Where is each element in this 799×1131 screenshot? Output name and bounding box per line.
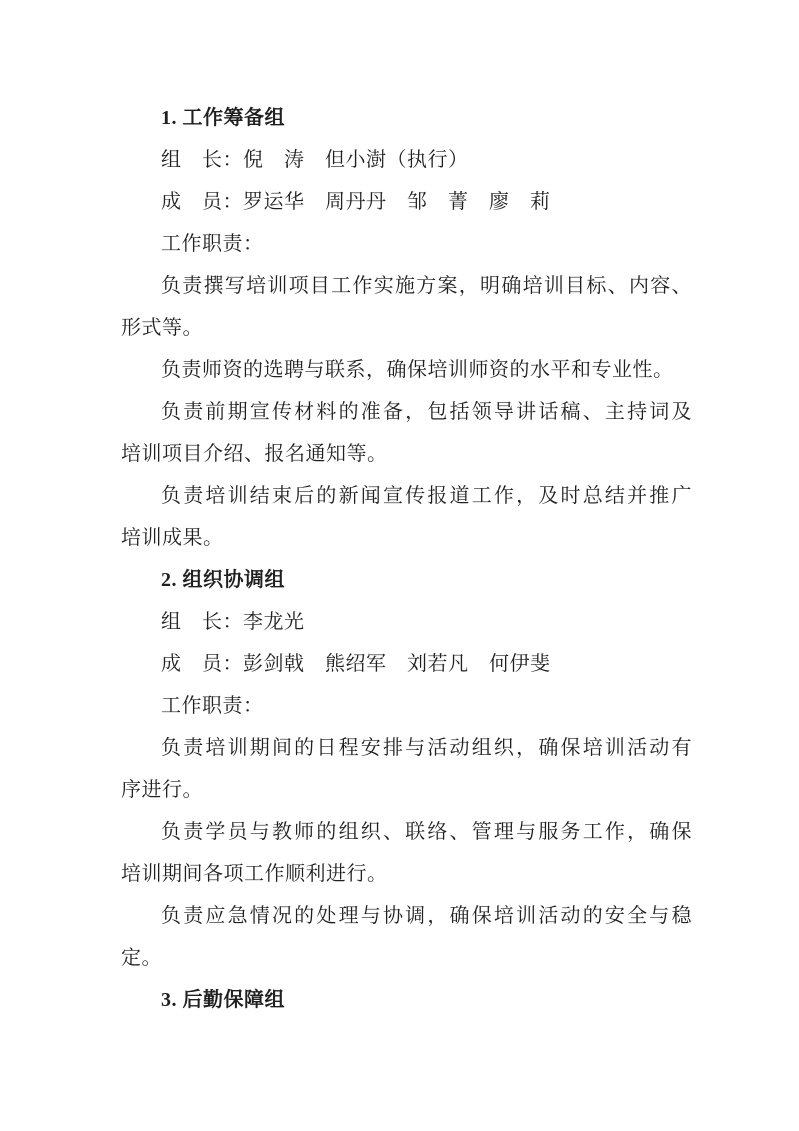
- text-line: 成 员：彭剑戟 熊绍军 刘若凡 何伊斐: [161, 653, 551, 675]
- text-line: 2. 组织协调组: [161, 569, 285, 591]
- text-line: 培训成果。: [121, 527, 224, 549]
- duty-paragraph: [121, 475, 692, 559]
- field-line: [121, 643, 692, 685]
- duty-paragraph: [121, 349, 692, 391]
- text-line: 负责应急情况的处理与协调，确保培训活动的安全与稳: [161, 905, 692, 927]
- section-heading: [121, 559, 692, 601]
- text-line: 1. 工作筹备组: [161, 107, 285, 129]
- text-line: 序进行。: [121, 779, 203, 801]
- field-line: [121, 685, 692, 727]
- duty-paragraph: [121, 811, 692, 895]
- duty-paragraph: [121, 391, 692, 475]
- text-line: 负责培训期间的日程安排与活动组织，确保培训活动有: [161, 737, 692, 759]
- text-line: 负责师资的选聘与联系，确保培训师资的水平和专业性。: [161, 359, 674, 381]
- text-line: 工作职责：: [161, 233, 264, 255]
- field-line: [121, 181, 692, 223]
- duty-paragraph: [121, 727, 692, 811]
- text-line: 工作职责：: [161, 695, 264, 717]
- text-line: 组 长：倪 涛 但小澍（执行）: [161, 149, 469, 171]
- text-line: 定。: [121, 947, 162, 969]
- duty-paragraph: [121, 265, 692, 349]
- text-line: 组 长：李龙光: [161, 611, 305, 633]
- section-heading: [121, 97, 692, 139]
- text-line: 负责学员与教师的组织、联络、管理与服务工作，确保: [161, 821, 692, 843]
- text-line: 培训项目介绍、报名通知等。: [121, 443, 388, 465]
- field-line: [121, 601, 692, 643]
- field-line: [121, 223, 692, 265]
- text-line: 形式等。: [121, 317, 203, 339]
- text-line: 培训期间各项工作顺利进行。: [121, 863, 388, 885]
- text-line: 负责撰写培训项目工作实施方案，明确培训目标、内容、: [161, 275, 692, 297]
- text-line: 负责前期宣传材料的准备，包括领导讲话稿、主持词及: [161, 401, 692, 423]
- text-line: 负责培训结束后的新闻宣传报道工作，及时总结并推广: [161, 485, 692, 507]
- document-body: [121, 97, 692, 1021]
- text-line: 成 员：罗运华 周丹丹 邹 菁 廖 莉: [161, 191, 551, 213]
- field-line: [121, 139, 692, 181]
- duty-paragraph: [121, 895, 692, 979]
- text-line: 3. 后勤保障组: [161, 989, 285, 1011]
- section-heading: [121, 979, 692, 1021]
